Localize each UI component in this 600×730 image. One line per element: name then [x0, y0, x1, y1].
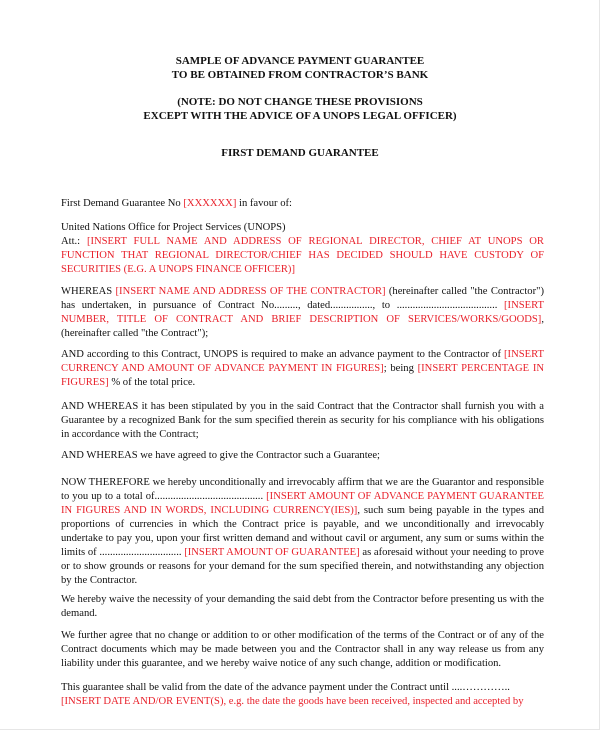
guarantee-number-paragraph — [61, 197, 544, 211]
p7-text-2: , such sum being payable in the types and proportions of currencies in which the Contract price is payable, and we unconditionally and irrevocably undertake to pay you, upon your first written demand and without cavil or argument, any sum or sums within the limits of ............................... — [61, 505, 545, 558]
p8-text-1: We hereby waive the necessity of your demanding the said debt from the Contractor before presenting us with the demand. — [61, 594, 544, 619]
whereas-agreed-paragraph — [61, 449, 544, 463]
title-line-2: TO BE OBTAINED FROM CONTRACTOR’S BANK — [171, 69, 429, 81]
p3-placeholder-contractor: [INSERT NAME AND ADDRESS OF THE CONTRACTOR] — [115, 286, 386, 297]
p4-placeholder-percentage: [INSERT PERCENTAGE IN FIGURES] — [61, 363, 545, 388]
now-therefore-paragraph — [61, 476, 544, 588]
note-line-1: (NOTE: DO NOT CHANGE THESE PROVISIONS — [177, 96, 423, 108]
p3-text-2: (hereinafter called "the Contractor") has undertaken, in pursuance of Contract No........., dated................, to ...................................... — [61, 286, 544, 311]
addressee-paragraph — [61, 221, 544, 277]
modification-paragraph — [61, 629, 544, 671]
document-note — [0, 95, 600, 123]
p10-text-1: This guarantee shall be valid from the date of the advance payment under the Contract until ....………….. — [61, 682, 510, 693]
whereas-contractor-paragraph — [61, 285, 544, 341]
p7-text-3: as aforesaid without your needing to prove or to show grounds or reasons for your demand for the sum specified therein, and notwithstanding any objection by the Contractor. — [61, 547, 545, 586]
p7-placeholder-guarantee: [INSERT AMOUNT OF GUARANTEE] — [184, 547, 360, 558]
p4-placeholder-amount: [INSERT CURRENCY AND AMOUNT OF ADVANCE PAYMENT IN FIGURES] — [61, 349, 544, 374]
document-title — [0, 54, 600, 82]
p4-text-1: AND according to this Contract, UNOPS is required to make an advance payment to the Contractor of — [61, 349, 505, 360]
p2-att-label: Att.: — [61, 236, 87, 247]
p3-placeholder-contract-description: [INSERT NUMBER, TITLE OF CONTRACT AND BRIEF DESCRIPTION OF SERVICES/WORKS/GOODS] — [61, 300, 544, 325]
waiver-paragraph — [61, 593, 544, 621]
whereas-stipulated-paragraph — [61, 400, 544, 442]
p2-org-line: United Nations Office for Project Services (UNOPS) — [61, 222, 286, 233]
p9-text-1: We further agree that no change or addition to or other modification of the terms of the Contract or of any of the Contract documents which may be made between you and the Contractor shall in any way release us from any liability under this guarantee, and we hereby waive notice of any such change, addition or modification. — [61, 630, 544, 669]
p2-placeholder-director: [INSERT FULL NAME AND ADDRESS OF REGIONAL DIRECTOR, CHIEF AT UNOPS OR FUNCTION THAT REGIONAL DIRECTOR/CHIEF HAS DECIDED SHOULD HAVE CUSTODY OF SECURITIES (E.G. A UNOPS FINANCE OFFICER)] — [61, 236, 544, 275]
p7-text-1: NOW THEREFORE we hereby unconditionally and irrevocably affirm that we are the Guarantor and responsible to you up to a total of......................................... — [61, 477, 544, 502]
p7-placeholder-guarantee-amount: [INSERT AMOUNT OF ADVANCE PAYMENT GUARANTEE IN FIGURES AND IN WORDS, INCLUDING CURRENCY(IES)] — [61, 491, 544, 516]
p10-placeholder-date: [INSERT DATE AND/OR EVENT(S), e.g. the date the goods have been received, inspected and accepted by — [61, 696, 524, 707]
p5-text-1: AND WHEREAS it has been stipulated by you in the said Contract that the Contractor shall furnish you with a Guarantee by a recognized Bank for the sum specified therein as security for his compliance with his obligations in accordance with the Contract; — [61, 401, 544, 440]
p1-placeholder-number: [XXXXXX] — [183, 198, 237, 209]
title-line-1: SAMPLE OF ADVANCE PAYMENT GUARANTEE — [175, 55, 425, 67]
p1-text-2: in favour of: — [236, 198, 292, 209]
section-title: FIRST DEMAND GUARANTEE — [221, 147, 379, 159]
note-line-2: EXCEPT WITH THE ADVICE OF A UNOPS LEGAL OFFICER) — [143, 110, 457, 122]
p4-text-2: ; being — [383, 363, 418, 374]
p3-text-1: WHEREAS — [61, 286, 116, 297]
advance-payment-paragraph — [61, 348, 544, 390]
p1-text-1: First Demand Guarantee No — [61, 198, 184, 209]
validity-paragraph — [61, 681, 544, 709]
p4-text-3: % of the total price. — [108, 377, 196, 388]
p3-text-3: , (hereinafter called "the Contract"); — [61, 314, 544, 339]
p6-text-1: AND WHEREAS we have agreed to give the Contractor such a Guarantee; — [61, 450, 380, 461]
